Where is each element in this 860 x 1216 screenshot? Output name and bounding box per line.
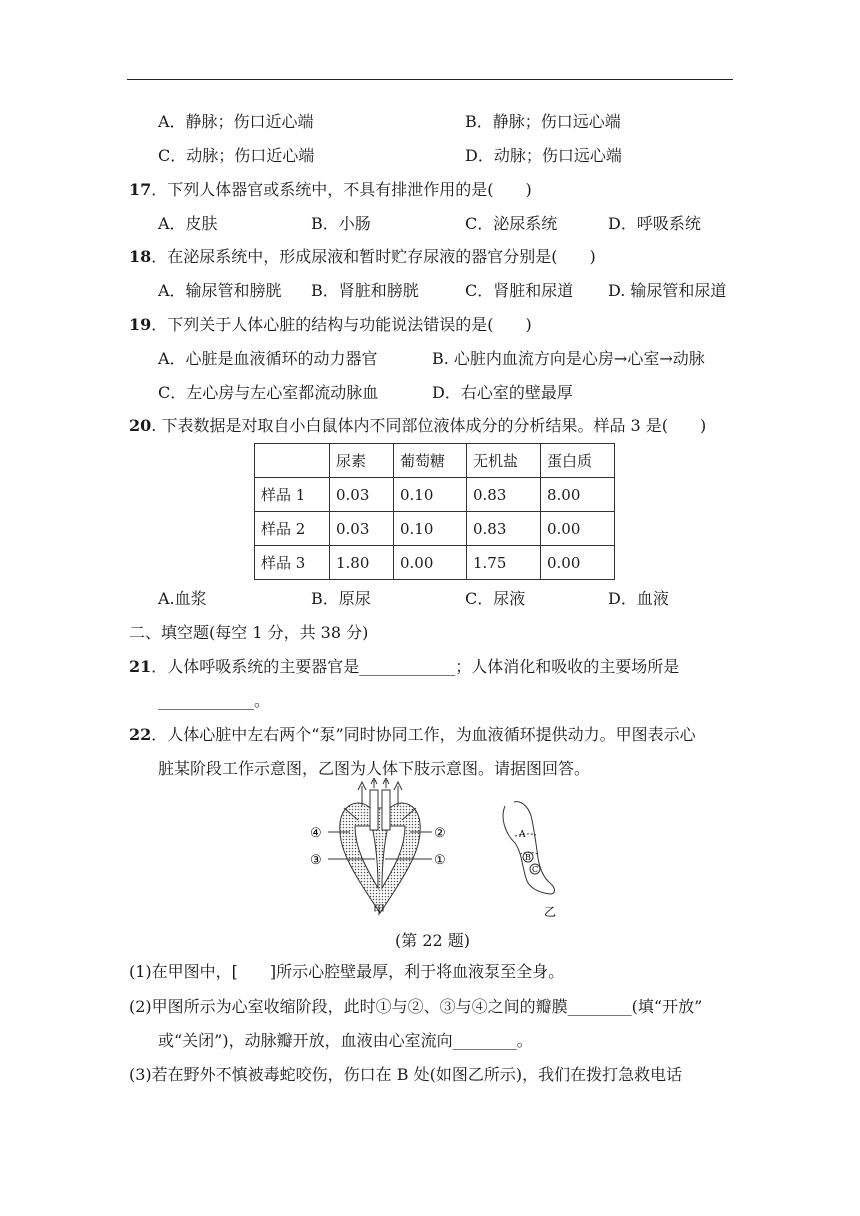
question-number: 22 [129, 725, 152, 744]
header-rule [127, 79, 733, 80]
table-row [255, 546, 615, 580]
q19-option-b: B. 心脏内血流方向是心房→心室→动脉 [432, 349, 705, 368]
table-cell: 0.03 [330, 478, 394, 512]
question-21 [129, 656, 679, 678]
table-cell: 无机盐 [467, 444, 541, 478]
question-21-continued: ____________。 [158, 691, 271, 710]
table-header-row [255, 444, 615, 478]
q20-option-c: C．尿液 [465, 589, 526, 608]
question-stem: ．下列关于人体心脏的结构与功能说法错误的是( ) [151, 315, 532, 334]
q22-subquestion-2-continued: 或“关闭”)，动脉瓣开放，血液由心室流向________。 [158, 1031, 533, 1050]
section-heading: 二、填空题(每空 1 分，共 38 分) [129, 623, 369, 642]
table-cell: 0.10 [394, 478, 467, 512]
q17-option-d: D．呼吸系统 [608, 214, 701, 233]
q20-option-d: D．血液 [608, 589, 669, 608]
question-number: 21 [129, 657, 152, 676]
table-cell: 0.00 [541, 512, 615, 546]
table-cell: 1.75 [467, 546, 541, 580]
composition-table [254, 443, 615, 580]
q18-option-a: A．输尿管和膀胱 [158, 281, 282, 300]
label-3: ③ [310, 853, 322, 868]
table-cell: 样品 2 [255, 512, 330, 546]
q19-option-c: C．左心房与左心室都流动脉血 [158, 383, 379, 402]
table-cell: 0.03 [330, 512, 394, 546]
table-cell: 8.00 [541, 478, 615, 512]
label-2: ② [434, 826, 446, 841]
table-cell: 样品 1 [255, 478, 330, 512]
question-number: 20 [129, 416, 152, 435]
label-a: A [519, 830, 526, 840]
q22-subquestion-2: (2)甲图所示为心室收缩阶段，此时①与②、③与④之间的瓣膜________(填“开放” [129, 997, 703, 1016]
q17-option-c: C．泌尿系统 [465, 214, 558, 233]
leg-diagram [503, 802, 554, 894]
q22-subquestion-3: (3)若在野外不慎被毒蛇咬伤，伤口在 B 处(如图乙所示)，我们在拨打急救电话 [129, 1065, 683, 1084]
question-20 [129, 415, 706, 437]
table-cell: 蛋白质 [541, 444, 615, 478]
q16-option-d: D．动脉；伤口远心端 [465, 146, 622, 165]
table-cell [255, 444, 330, 478]
label-4: ④ [310, 826, 322, 841]
heart-diagram [328, 778, 432, 913]
q19-option-d: D．右心室的壁最厚 [432, 383, 573, 402]
question-stem: ．在泌尿系统中，形成尿液和暂时贮存尿液的器官分别是( ) [151, 247, 596, 266]
question-number: 17 [129, 180, 152, 199]
question-19 [129, 314, 532, 336]
table-row [255, 478, 615, 512]
table-cell: 0.00 [541, 546, 615, 580]
q20-option-a: A.血浆 [158, 589, 207, 608]
table-cell: 0.83 [467, 478, 541, 512]
table-cell: 0.10 [394, 512, 467, 546]
table-cell: 葡萄糖 [394, 444, 467, 478]
q19-option-a: A．心脏是血液循环的动力器官 [158, 349, 378, 368]
question-number: 19 [129, 315, 152, 334]
q16-option-a: A．静脉；伤口近心端 [158, 112, 314, 131]
table-cell: 1.80 [330, 546, 394, 580]
label-b: B [525, 853, 531, 862]
label-yi: 乙 [544, 905, 557, 919]
q17-option-b: B．小肠 [311, 214, 371, 233]
label-1: ① [434, 853, 446, 868]
q20-option-b: B．原尿 [311, 589, 371, 608]
q17-option-a: A．皮肤 [158, 214, 218, 233]
figure-caption: (第 22 题) [395, 931, 471, 950]
table-cell: 0.00 [394, 546, 467, 580]
q22-subquestion-1: (1)在甲图中，[ ]所示心腔壁最厚，利于将血液泵至全身。 [129, 962, 565, 981]
question-stem: ．人体呼吸系统的主要器官是____________；人体消化和吸收的主要场所是 [151, 657, 680, 676]
question-22-continued: 脏某阶段工作示意图，乙图为人体下肢示意图。请据图回答。 [158, 759, 591, 778]
question-number: 18 [129, 247, 152, 266]
table-row [255, 512, 615, 546]
label-jia: 甲 [373, 903, 386, 917]
table-cell: 尿素 [330, 444, 394, 478]
question-stem: ．下列人体器官或系统中，不具有排泄作用的是( ) [151, 180, 532, 199]
heart-and-leg-figure [300, 778, 570, 923]
question-22 [129, 724, 696, 746]
q18-option-d: D. 输尿管和尿道 [608, 281, 727, 300]
q18-option-c: C．肾脏和尿道 [465, 281, 574, 300]
table-cell: 0.83 [467, 512, 541, 546]
label-c: C [532, 865, 539, 874]
table-cell: 样品 3 [255, 546, 330, 580]
q18-option-b: B．肾脏和膀胱 [311, 281, 419, 300]
q16-option-b: B．静脉；伤口远心端 [465, 112, 621, 131]
question-18 [129, 246, 596, 268]
question-17 [129, 179, 532, 201]
question-stem: ．人体心脏中左右两个“泵”同时协同工作，为血液循环提供动力。甲图表示心 [151, 725, 696, 744]
q16-option-c: C．动脉；伤口近心端 [158, 146, 315, 165]
question-stem: . 下表数据是对取自小白鼠体内不同部位液体成分的分析结果。样品 3 是( ) [151, 416, 707, 435]
